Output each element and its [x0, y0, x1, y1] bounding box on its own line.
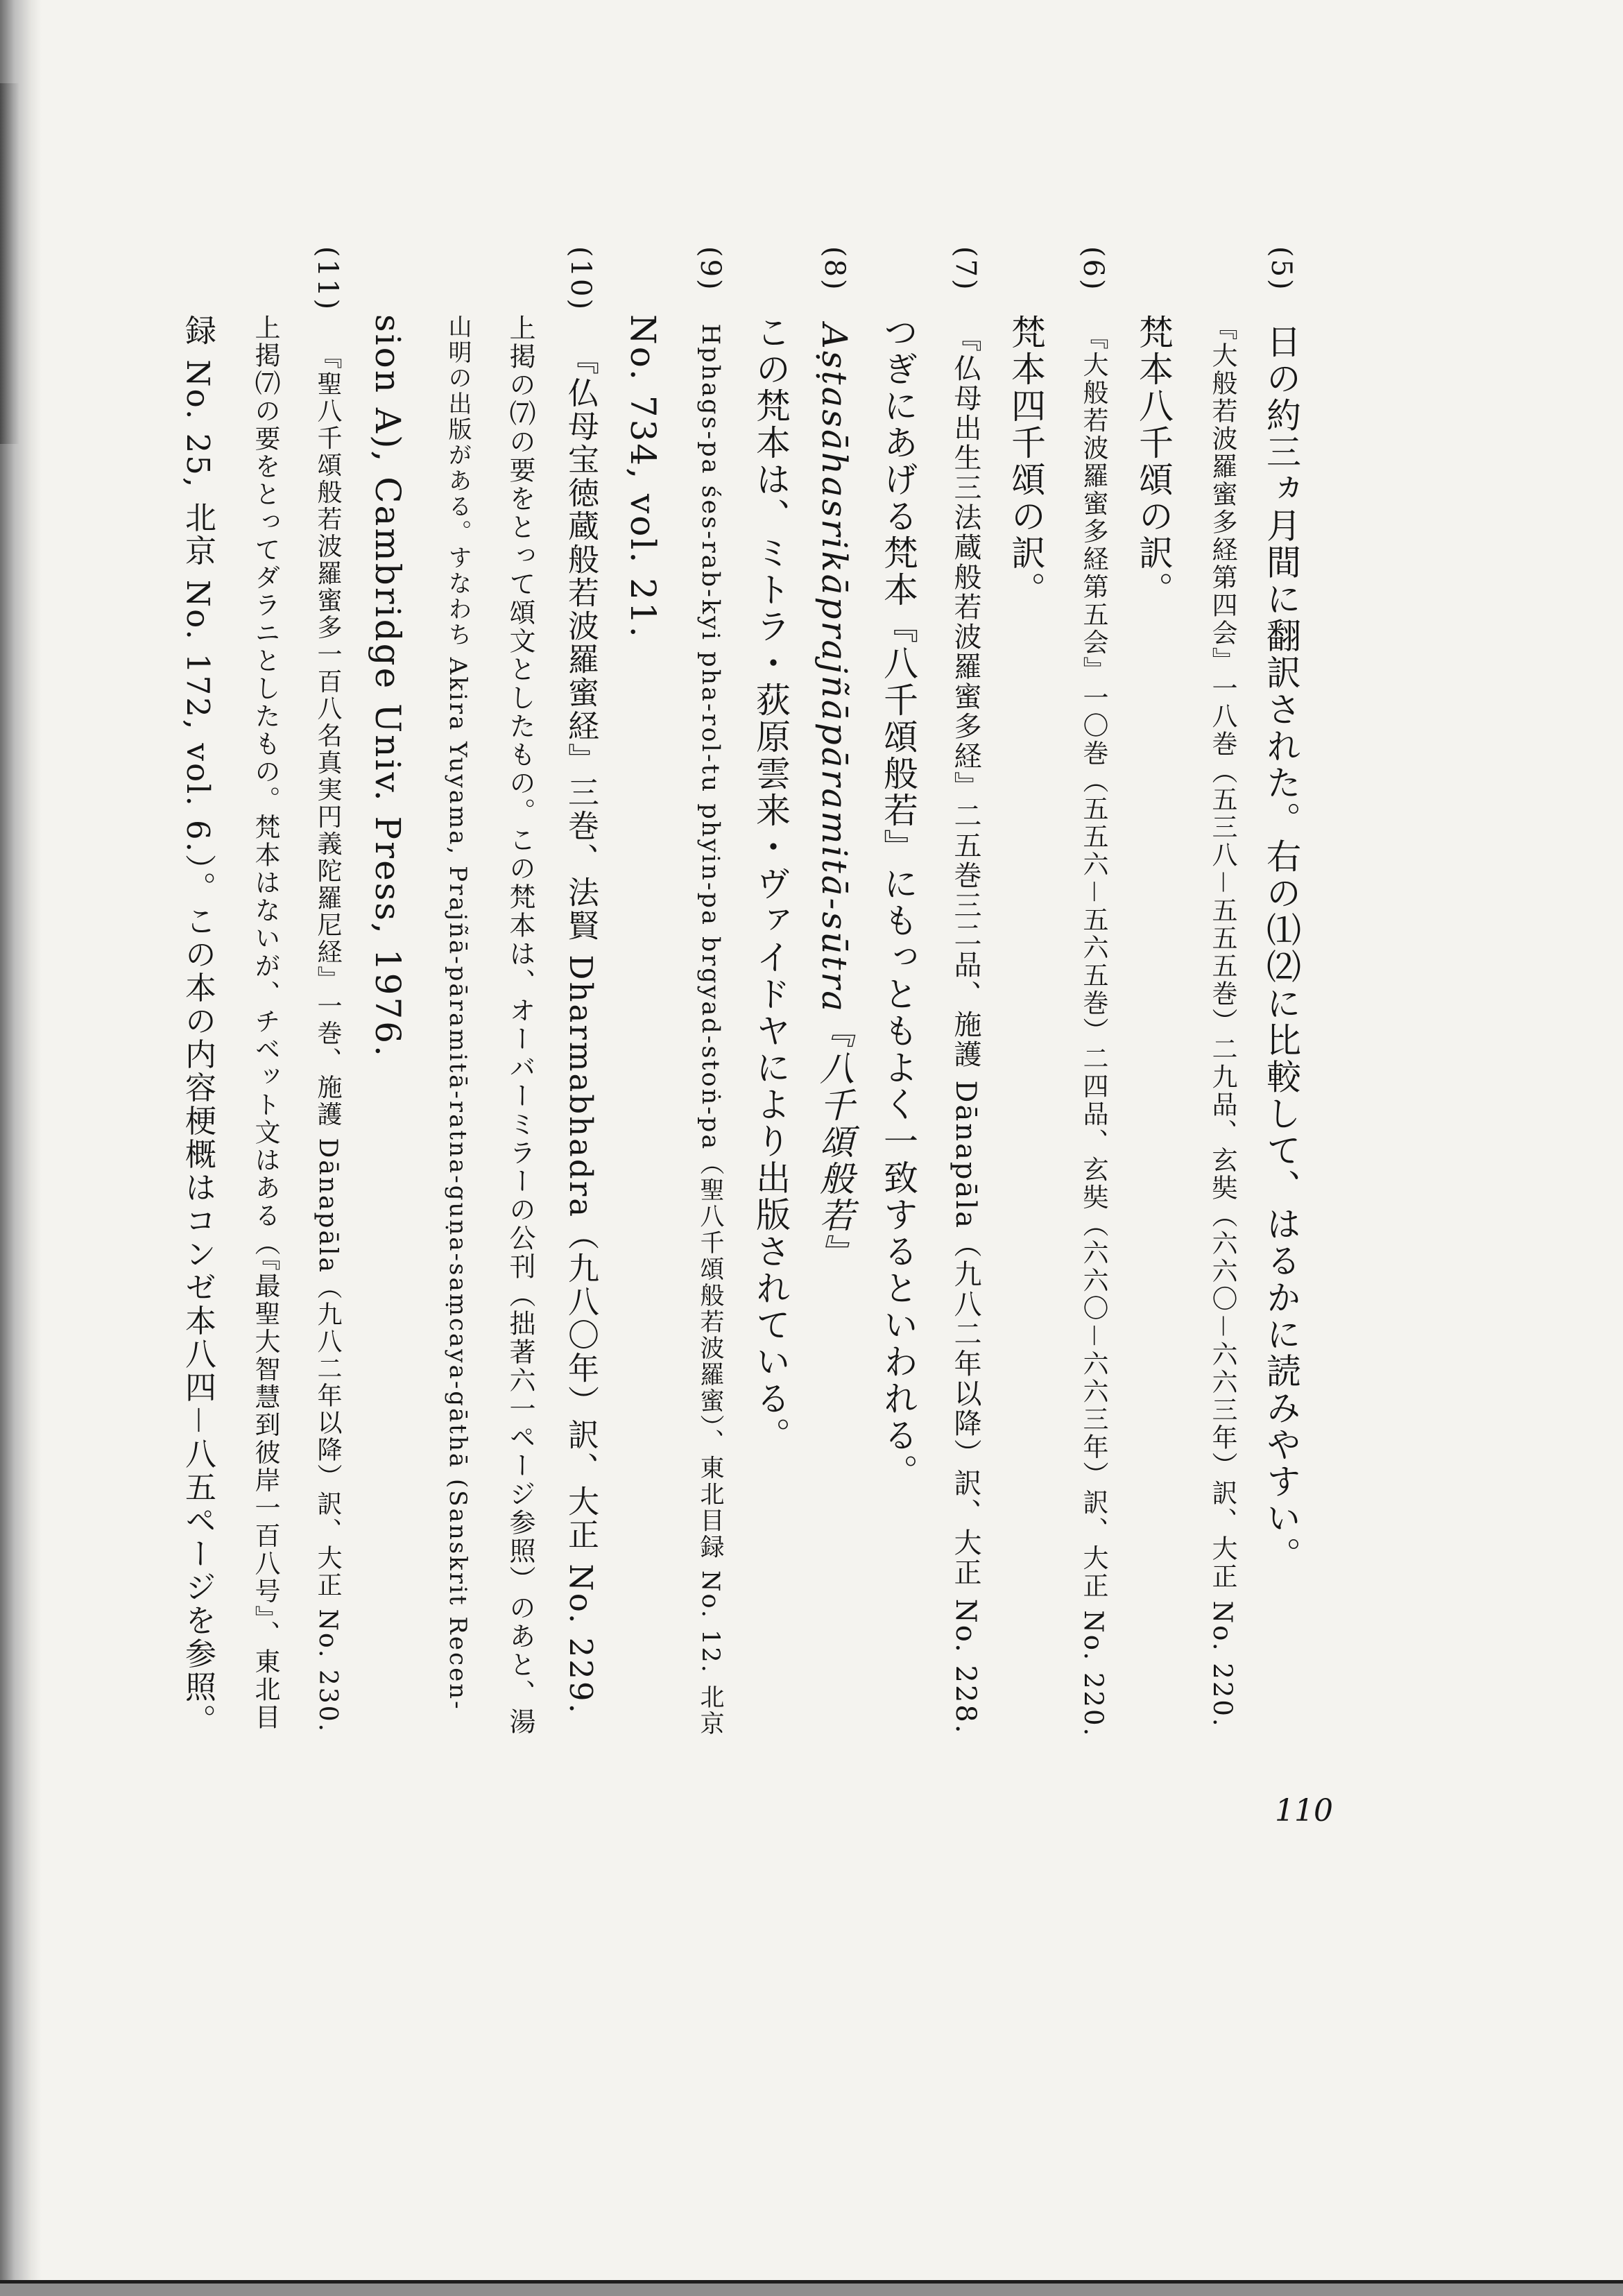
text-line	[180, 246, 216, 1738]
note-number: (9)	[694, 246, 726, 292]
page-number: 110	[1275, 1793, 1333, 1828]
line-text: 日の約三ヵ月間に翻訳された。右の⑴⑵に比較して、はるかに読みやすい。	[1261, 323, 1301, 1574]
text-line	[504, 246, 535, 1736]
note-number: (5)	[1265, 246, 1297, 292]
line-text: 『大般若波羅蜜多経第五会』一〇巻（五五六－五六五巻）二四品、玄奘（六六〇－六六三年）訳、大正 No. 220.	[1079, 323, 1108, 1738]
text-line	[368, 246, 408, 1059]
line-text: 上掲⑺の要をとってダラニとしたもの。梵本はないが、チベット文はある（『最聖大智慧到彼岸一百八号』、東北目	[250, 314, 280, 1731]
line-text: 山明の出版がある。すなわち Akira Yuyama, Prajñā-pāramitā-ratna-guṇa-saṃcaya-gāthā (Sanskrit Recen-	[444, 314, 472, 1711]
line-text: Aṣṭasāhasrikāprajñāpāramitā-sūtra『八千頌般若』	[814, 323, 855, 1271]
note-number: (11)	[311, 246, 343, 312]
line-text: 『仏母出生三法蔵般若波羅蜜多経』二五巻三二品、施護 Dānapāla（九八二年以降）訳、大正 No. 228.	[950, 323, 981, 1736]
line-text: 梵本四千頌の訳。	[1006, 314, 1046, 608]
text-line	[1006, 246, 1046, 608]
text-line	[1077, 246, 1109, 1738]
text-line	[444, 246, 471, 1711]
text-line	[694, 246, 726, 1737]
note-number: (7)	[950, 246, 981, 292]
text-line	[1207, 246, 1237, 1729]
line-text: 『大般若波羅蜜多経第四会』一八巻（五三八－五五五巻）二九品、玄奘（六六〇－六六三年）訳、大正 No. 220.	[1208, 314, 1237, 1729]
bottom-shadow	[0, 2284, 1623, 2296]
text-line	[563, 246, 599, 1715]
line-text: 上掲の⑺の要をとって頌文としたもの。この梵本は、オーバーミラーの公刊（拙著六一ページ参照）のあと、湯	[505, 314, 535, 1736]
text-line	[623, 246, 663, 640]
text-line	[878, 246, 918, 1491]
line-text: No. 734, vol. 21.	[623, 314, 663, 640]
note-number: (6)	[1077, 246, 1109, 292]
text-line	[250, 246, 280, 1731]
binding-shadow-dark	[0, 83, 19, 444]
text-line	[750, 246, 791, 1454]
text-line	[1133, 246, 1174, 608]
line-text: この梵本は、ミトラ・荻原雲来・ヴァイドヤにより出版されている。	[750, 314, 791, 1454]
line-text: 『聖八千頌般若波羅蜜多一百八名真実円義陀羅尼経』一巻、施護 Dānapāla（九八二年以降）訳、大正 No. 230.	[314, 343, 342, 1734]
line-text: つぎにあげる梵本『八千頌般若』にもっともよく一致するといわれる。	[878, 314, 918, 1491]
text-line	[814, 246, 855, 1271]
text-line	[311, 246, 343, 1733]
line-text: 梵本八千頌の訳。	[1133, 314, 1174, 608]
note-number: (10)	[565, 246, 596, 312]
line-text: 『仏母宝徳蔵般若波羅蜜経』三巻、法賢 Dharmabhadra（九八〇年）訳、大正 No. 229.	[563, 343, 599, 1715]
note-number: (8)	[818, 246, 850, 292]
line-text: Hphags-pa śes-rab-kyi pha-rol-tu phyin-pa brgyad-stoṅ-pa（聖八千頌般若波羅蜜）、東北目録 No. 12. 北京	[696, 323, 724, 1737]
line-text: sion A), Cambridge Univ. Press, 1976.	[368, 314, 408, 1059]
vertical-text-block	[180, 246, 1301, 1738]
line-text: 録 No. 25, 北京 No. 172, vol. 6.）。この本の内容梗概はコンゼ本八四－八五ページを参照。	[180, 314, 216, 1738]
text-line	[950, 246, 981, 1736]
text-line	[1261, 246, 1301, 1574]
